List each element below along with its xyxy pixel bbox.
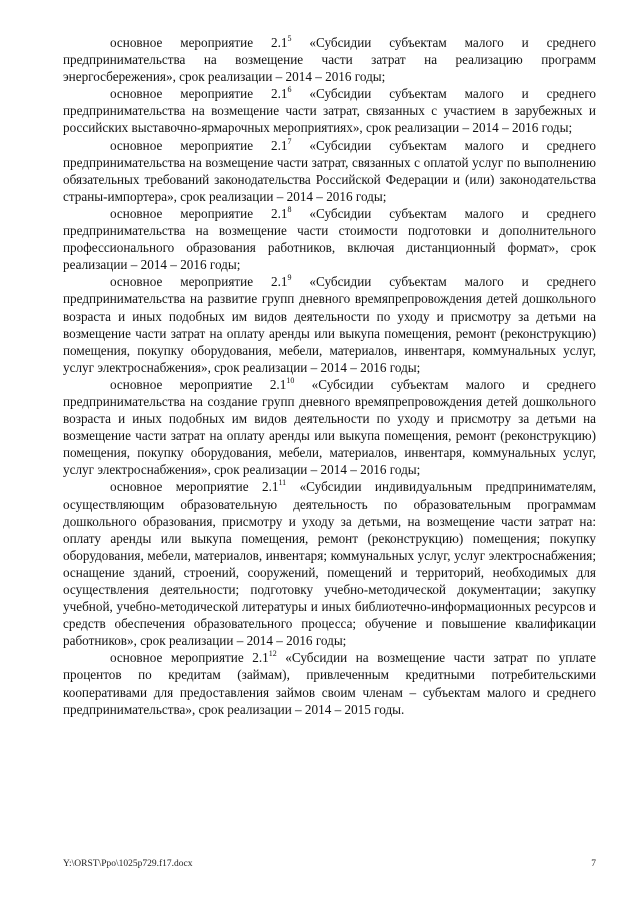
paragraph-text: «Субсидии субъектам малого и среднего предпринимательства на развитие групп дневного времяпрепровождения детей дошкольного возраста и иных подобных им видов деятельности по уходу и присмотру за детьми на возмещение части затрат на оплату аренды или выкупа помещения, ремонт (реконструкцию) помещения, покупку оборудования, мебели, материалов, инвентаря, коммунальных услуг, услуг электроснабжения», срок реализации – 2014 – 2016 годы; bbox=[63, 274, 597, 375]
paragraph-text: «Субсидии субъектам малого и среднего предпринимательства на создание групп дневного времяпрепровождения детей дошкольного возраста и иных подобных им видов деятельности по уходу и присмотру за детьми на возмещение части затрат на оплату аренды или выкупа помещения, ремонт (реконструкцию) помещения, покупку оборудования, мебели, материалов, инвентаря, коммунальных услуг, услуг электроснабжения», срок реализации – 2014 – 2016 годы; bbox=[63, 376, 597, 478]
paragraph-text: «Субсидии на возмещение части затрат по уплате процентов по кредитам (займам), привлеченным кредитными потребительскими кооперативами для предоставления займов своим членам – субъектам малого и среднего предпринимательства», срок реализации – 2014 – 2015 годы. bbox=[63, 650, 596, 717]
paragraph-lead: основное мероприятие 2.1 bbox=[110, 650, 269, 666]
paragraph-lead: основное мероприятие 2.1 bbox=[110, 86, 288, 102]
paragraph-lead: основное мероприятие 2.1 bbox=[110, 376, 287, 392]
paragraph-lead: основное мероприятие 2.1 bbox=[110, 137, 288, 153]
paragraph bbox=[63, 137, 596, 205]
paragraph-text: «Субсидии субъектам малого и среднего предпринимательства на возмещение части затрат на реализацию программ энергосбережения», срок реализации – 2014 – 2016 годы; bbox=[63, 35, 597, 85]
paragraph-lead: основное мероприятие 2.1 bbox=[110, 35, 288, 50]
paragraph-text: «Субсидии субъектам малого и среднего предпринимательства на возмещение части затрат, связанных с оплатой услуг по выполнению обязательных требований законодательства Российской Федерации и (или) законодательства страны-импортера», срок реализации – 2014 – 2016 годы; bbox=[63, 137, 597, 204]
paragraph bbox=[63, 85, 596, 136]
paragraph bbox=[63, 649, 596, 717]
page-number: 7 bbox=[591, 859, 596, 869]
paragraph bbox=[63, 34, 596, 85]
paragraph-lead: основное мероприятие 2.1 bbox=[110, 205, 288, 221]
superscript-index: 6 bbox=[287, 85, 292, 95]
superscript-index: 7 bbox=[287, 136, 292, 146]
superscript-index: 5 bbox=[287, 34, 292, 43]
document-body bbox=[63, 34, 596, 718]
superscript-index: 11 bbox=[278, 478, 287, 488]
paragraph-text: «Субсидии субъектам малого и среднего предпринимательства на возмещение части стоимости подготовки и дополнительного профессионального образования работников, включая дистанционный формат», срок реализации – 2014 – 2016 годы; bbox=[63, 205, 597, 273]
paragraph-lead: основное мероприятие 2.1 bbox=[110, 479, 279, 495]
paragraph bbox=[63, 376, 596, 479]
paragraph-lead: основное мероприятие 2.1 bbox=[110, 274, 288, 290]
paragraph-text: «Субсидии индивидуальным предпринимателям, осуществляющим образовательную деятельность по образовательным программам дошкольного образования, присмотру и уходу за детьми, на возмещение части затрат на: оплату аренды или выкупа помещения, ремонт (реконструкцию) помещения; покупку оборудования, мебели, материалов, инвентаря; коммунальных услуг, услуг электроснабжения; оснащение зданий, строений, сооружений, помещений и территорий, необходимых для осуществления деятельности; подготовку учебно-методической документации; закупку учебной, учебно-методической литературы и иных библиотечно-информационных ресурсов и средств обеспечения образовательного процесса; обучение и повышение квалификации работников», срок реализации – 2014 – 2016 годы; bbox=[63, 479, 596, 649]
paragraph bbox=[63, 273, 596, 376]
paragraph bbox=[63, 205, 596, 273]
superscript-index: 10 bbox=[286, 375, 295, 385]
superscript-index: 9 bbox=[287, 273, 292, 283]
file-path: Y:\ORST\Ppo\1025p729.f17.docx bbox=[63, 859, 193, 869]
superscript-index: 12 bbox=[268, 649, 277, 659]
paragraph-text: «Субсидии субъектам малого и среднего предпринимательства на возмещение части затрат, связанных с участием в зарубежных и российских выставочно-ярмарочных мероприятиях», срок реализации – 2014 – 2016 годы; bbox=[63, 86, 597, 136]
superscript-index: 8 bbox=[287, 204, 292, 214]
paragraph bbox=[63, 478, 596, 649]
